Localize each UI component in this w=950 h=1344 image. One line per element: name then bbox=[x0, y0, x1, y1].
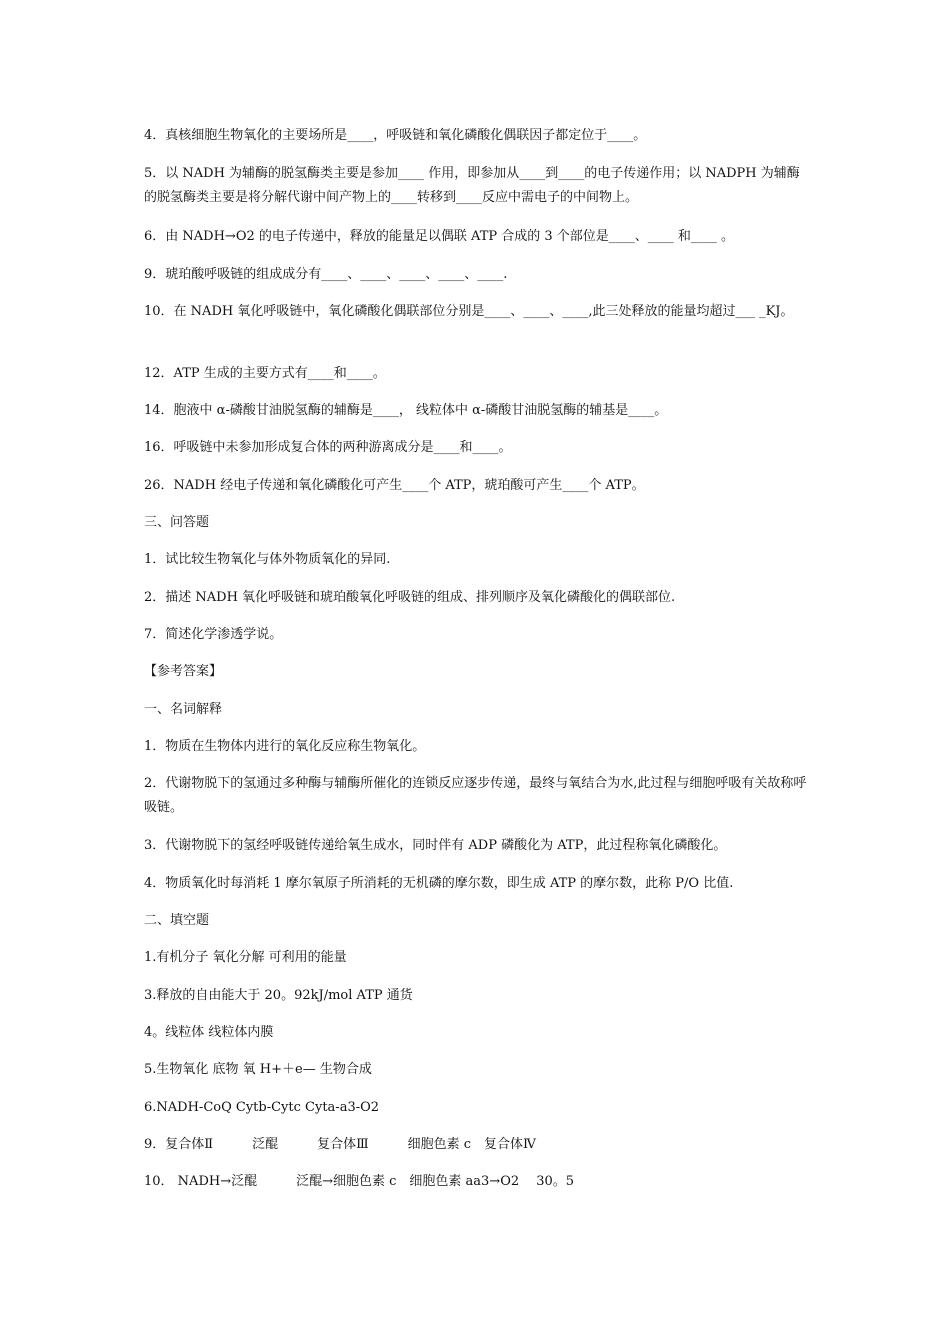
answer-term-3: 3．代谢物脱下的氢经呼吸链传递给氧生成水，同时伴有 ADP 磷酸化为 ATP，此过程称氧化磷酸化。 bbox=[144, 838, 727, 853]
question-fill-10: 10．在 NADH 氧化呼吸链中，氧化磷酸化偶联部位分别是____、____、____,此三处释放的能量均超过___ _KJ。 bbox=[144, 304, 794, 319]
question-fill-26: 26．NADH 经电子传递和氧化磷酸化可产生____个 ATP，琥珀酸可产生____个 ATP。 bbox=[144, 478, 645, 493]
answer-key-heading: 【参考答案】 bbox=[144, 664, 223, 679]
answer-term-2: 2．代谢物脱下的氢通过多种酶与辅酶所催化的连锁反应逐步传递，最终与氧结合为水,此过程与细胞呼吸有关故称呼吸链。 bbox=[144, 776, 807, 815]
question-fill-12: 12．ATP 生成的主要方式有____和____。 bbox=[144, 366, 386, 381]
question-fill-4: 4．真核细胞生物氧化的主要场所是____，呼吸链和氧化磷酸化偶联因子都定位于____。 bbox=[144, 128, 647, 143]
section-heading-fill: 二、填空题 bbox=[144, 913, 210, 928]
answer-fill-3: 3.释放的自由能大于 20。92kJ/mol ATP 通货 bbox=[144, 988, 413, 1003]
question-essay-2: 2．描述 NADH 氧化呼吸链和琥珀酸氧化呼吸链的组成、排列顺序及氧化磷酸化的偶联部位. bbox=[144, 590, 676, 605]
answer-fill-6: 6.NADH-CoQ Cytb-Cytc Cyta-a3-O2 bbox=[144, 1100, 380, 1115]
question-fill-5: 5．以 NADH 为辅酶的脱氢酶类主要是参加____ 作用，即参加从____到____的电子传递作用；以 NADPH 为辅酶的脱氢酶类主要是将分解代谢中间产物上的____转移到____反应中需电子的中间物上。 bbox=[144, 166, 800, 205]
answer-fill-1: 1.有机分子 氧化分解 可利用的能量 bbox=[144, 950, 347, 965]
question-fill-14: 14．胞液中 α-磷酸甘油脱氢酶的辅酶是____， 线粒体中 α-磷酸甘油脱氢酶的辅基是____。 bbox=[144, 403, 668, 418]
answer-term-4: 4．物质氧化时每消耗 1 摩尔氧原子所消耗的无机磷的摩尔数，即生成 ATP 的摩尔数，此称 P/O 比值. bbox=[144, 876, 734, 891]
section-heading-terms: 一、名词解释 bbox=[144, 702, 223, 717]
section-heading-essay: 三、问答题 bbox=[144, 515, 210, 530]
question-fill-16: 16．呼吸链中未参加形成复合体的两种游离成分是____和____。 bbox=[144, 440, 512, 455]
question-essay-7: 7．简述化学渗透学说。 bbox=[144, 627, 283, 642]
question-fill-6: 6．由 NADH→O2 的电子传递中，释放的能量足以偶联 ATP 合成的 3 个部位是____、____ 和____ 。 bbox=[144, 229, 735, 244]
answer-fill-5: 5.生物氧化 底物 氧 H+＋e— 生物合成 bbox=[144, 1062, 372, 1077]
answer-term-1: 1．物质在生物体内进行的氧化反应称生物氧化。 bbox=[144, 739, 426, 754]
answer-fill-4: 4。线粒体 线粒体内膜 bbox=[144, 1025, 274, 1040]
question-essay-1: 1．试比较生物氧化与体外物质氧化的异同. bbox=[144, 552, 391, 567]
answer-fill-9: 9．复合体Ⅱ 泛醌 复合体Ⅲ 细胞色素 c 复合体Ⅳ bbox=[144, 1137, 537, 1152]
answer-fill-10: 10． NADH→泛醌 泛醌→细胞色素 c 细胞色素 aa3→O2 30。5 bbox=[144, 1174, 575, 1189]
question-fill-9: 9．琥珀酸呼吸链的组成成分有____、____、____、____、____. bbox=[144, 267, 508, 282]
